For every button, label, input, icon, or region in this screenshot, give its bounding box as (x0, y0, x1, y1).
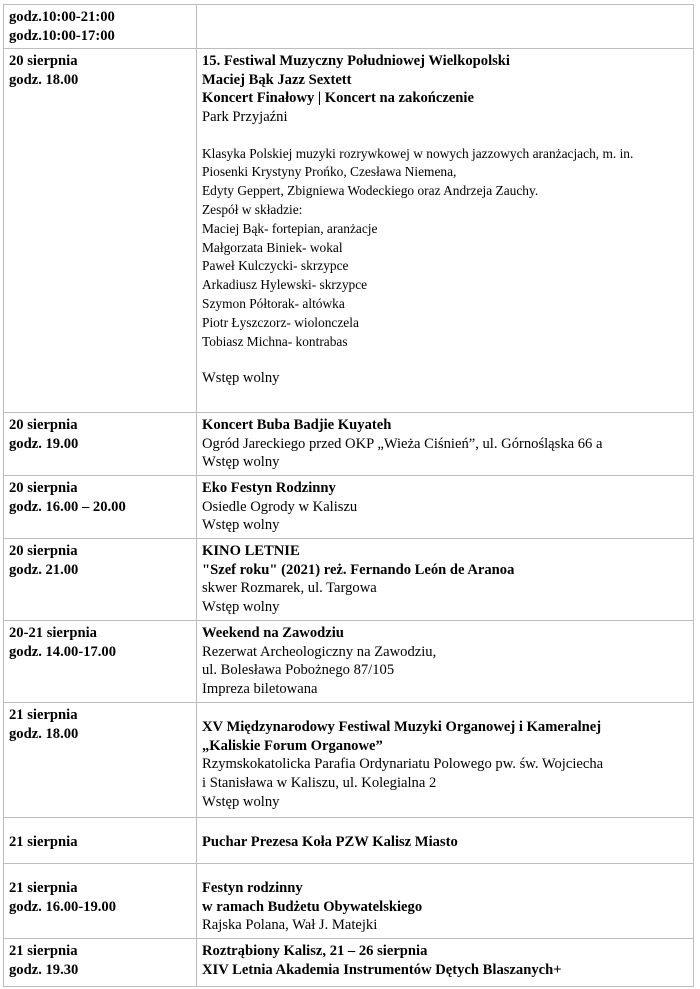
event-place: Rajska Polana, Wał J. Matejki (202, 917, 378, 934)
date-cell (4, 49, 197, 413)
event-entry: Wstęp wolny (202, 598, 280, 615)
event-date: 20 sierpnia (9, 417, 78, 434)
event-title: Weekend na Zawodziu (202, 625, 344, 642)
event-title: Roztrąbiony Kalisz, 21 – 26 sierpnia (202, 942, 428, 959)
event-title: w ramach Budżetu Obywatelskiego (202, 898, 423, 915)
event-title: KINO LETNIE (202, 543, 300, 560)
event-description: Piosenki Krystyny Prońko, Czesława Niemena, (202, 164, 457, 180)
table-row (4, 621, 694, 703)
event-time: godz. 14.00-17.00 (9, 643, 117, 660)
time-range: godz.10:00-21:00 (9, 9, 115, 25)
event-address: ul. Bolesława Pobożnego 87/105 (202, 662, 395, 679)
event-date: 20 sierpnia (9, 53, 78, 70)
table-row (4, 864, 694, 939)
event-title: Eko Festyn Rodzinny (202, 480, 336, 497)
event-date: 20 sierpnia (9, 543, 78, 560)
event-cell (197, 818, 694, 864)
event-title: Koncert Finałowy | Koncert na zakończenie (202, 90, 474, 107)
event-place: Rzymskokatolicka Parafia Ordynariatu Polowego pw. św. Wojciecha (202, 756, 604, 773)
event-description: Klasyka Polskiej muzyki rozrywkowej w nowych jazzowych aranżacjach, m. in. (202, 145, 634, 161)
event-entry: Wstęp wolny (202, 793, 280, 810)
events-table (3, 4, 694, 987)
event-cell (197, 49, 694, 413)
event-place: Rezerwat Archeologiczny na Zawodziu, (202, 643, 437, 660)
event-description: Piotr Łyszczorz- wiolonczela (202, 314, 359, 330)
event-cell (197, 703, 694, 818)
event-place: skwer Rozmarek, ul. Targowa (202, 580, 377, 597)
event-title: Maciej Bąk Jazz Sextett (202, 71, 352, 88)
event-entry: Wstęp wolny (202, 370, 280, 387)
event-date: 20 sierpnia (9, 480, 78, 497)
table-row (4, 5, 694, 49)
event-title: Puchar Prezesa Koła PZW Kalisz Miasto (202, 834, 458, 851)
event-title: XV Międzynarodowy Festiwal Muzyki Organowej i Kameralnej (202, 719, 602, 736)
event-time: godz. 16.00 – 20.00 (9, 498, 126, 515)
event-title: 15. Festiwal Muzyczny Południowej Wielkopolski (202, 53, 510, 70)
event-title: Koncert Buba Badjie Kuyateh (202, 417, 392, 434)
event-entry: Wstęp wolny (202, 454, 280, 471)
date-cell (4, 818, 197, 864)
event-title: „Kaliskie Forum Organowe” (202, 737, 383, 754)
date-cell (4, 621, 197, 703)
event-time: godz. 18.00 (9, 71, 79, 88)
date-cell (4, 5, 197, 49)
event-cell (197, 621, 694, 703)
date-cell (4, 476, 197, 539)
event-date: 21 sierpnia (9, 942, 78, 959)
event-cell (197, 476, 694, 539)
event-description: Szymon Półtorak- altówka (202, 295, 345, 311)
date-cell (4, 864, 197, 939)
table-row (4, 539, 694, 621)
event-date: 20-21 sierpnia (9, 625, 97, 642)
event-title: "Szef roku" (2021) reż. Fernando León de Aranoa (202, 561, 515, 578)
date-cell (4, 938, 197, 986)
table-row (4, 938, 694, 986)
event-entry: Impreza biletowana (202, 680, 318, 697)
table-row (4, 413, 694, 476)
event-description: Małgorzata Biniek- wokal (202, 239, 343, 255)
table-row (4, 476, 694, 539)
table-row (4, 703, 694, 818)
date-cell (4, 539, 197, 621)
event-cell (197, 864, 694, 939)
event-description: Arkadiusz Hylewski- skrzypce (202, 277, 368, 293)
event-description: Tobiasz Michna- kontrabas (202, 333, 348, 349)
event-description: Maciej Bąk- fortepian, aranżacje (202, 220, 378, 236)
event-cell (197, 539, 694, 621)
time-range: godz.10:00-17:00 (9, 27, 115, 44)
event-title: Festyn rodzinny (202, 880, 303, 897)
event-time: godz. 16.00-19.00 (9, 898, 117, 915)
event-title: XIV Letnia Akademia Instrumentów Dętych Blaszanych+ (202, 961, 562, 978)
table-row (4, 49, 694, 413)
event-entry: Wstęp wolny (202, 517, 280, 534)
event-description: Edyty Geppert, Zbigniewa Wodeckiego oraz Andrzeja Zauchy. (202, 183, 539, 199)
event-place: Park Przyjaźni (202, 108, 288, 125)
event-time: godz. 19.00 (9, 435, 79, 452)
event-description: Paweł Kulczycki- skrzypce (202, 258, 349, 274)
date-cell (4, 703, 197, 818)
table-row (4, 818, 694, 864)
event-date: 21 sierpnia (9, 834, 78, 851)
event-address: i Stanisława w Kaliszu, ul. Kolegialna 2 (202, 774, 437, 791)
event-cell (197, 5, 694, 49)
event-date: 21 sierpnia (9, 880, 78, 897)
date-cell (4, 413, 197, 476)
event-time: godz. 21.00 (9, 561, 79, 578)
event-date: 21 sierpnia (9, 707, 78, 724)
event-place: Osiedle Ogrody w Kaliszu (202, 498, 358, 515)
event-time: godz. 19.30 (9, 961, 79, 978)
event-cell (197, 938, 694, 986)
event-place: Ogród Jareckiego przed OKP „Wieża Ciśnień”, ul. Górnośląska 66 a (202, 435, 603, 452)
event-cell (197, 413, 694, 476)
event-description: Zespół w składzie: (202, 201, 303, 217)
event-time: godz. 18.00 (9, 725, 79, 742)
